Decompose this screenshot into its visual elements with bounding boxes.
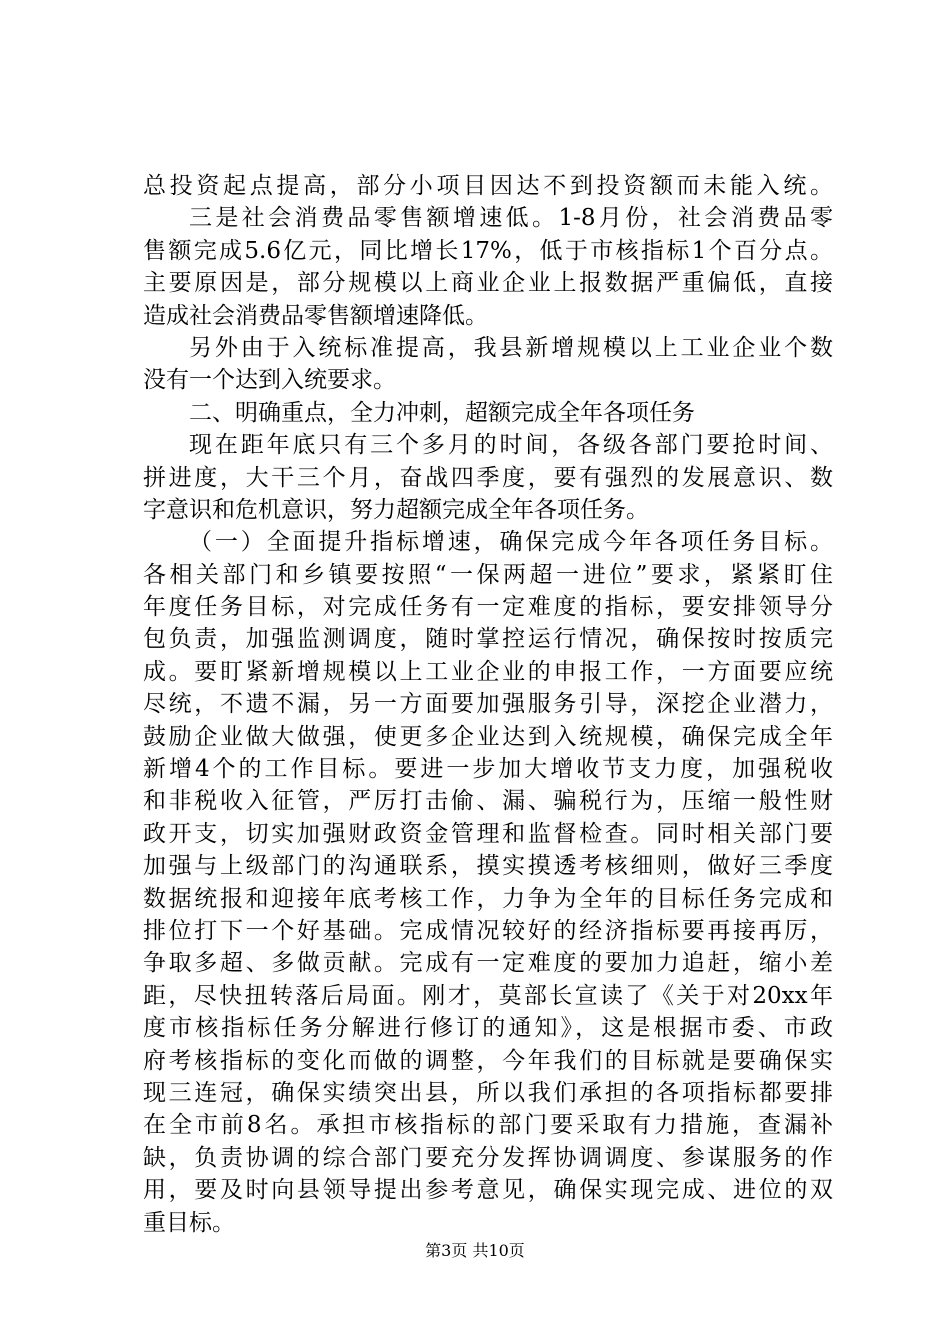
text-line: 府考核指标的变化而做的调整，今年我们的目标就是要确保实	[143, 1047, 833, 1074]
text-line: 现三连冠，确保实绩突出县，所以我们承担的各项指标都要排	[143, 1079, 833, 1106]
text-line: 拼进度，大干三个月，奋战四季度，要有强烈的发展意识、数	[143, 464, 833, 491]
text-line: 另外由于入统标准提高，我县新增规模以上工业企业个数	[189, 334, 833, 361]
text-line: 距，尽快扭转落后局面。刚才，莫部长宣读了《关于对20xx年	[143, 982, 833, 1009]
text-line: 各相关部门和乡镇要按照“一保两超一进位”要求，紧紧盯住	[143, 561, 833, 588]
text-line: 排位打下一个好基础。完成情况较好的经济指标要再接再厉，	[143, 917, 833, 944]
text-line: 字意识和危机意识，努力超额完成全年各项任务。	[143, 496, 649, 523]
text-line: 数据统报和迎接年底考核工作，力争为全年的目标任务完成和	[143, 885, 833, 912]
text-line: 重目标。	[143, 1209, 235, 1236]
text-line: 包负责，加强监测调度，随时掌控运行情况，确保按时按质完	[143, 626, 833, 653]
text-line: 和非税收入征管，严厉打击偷、漏、骗税行为，压缩一般性财	[143, 788, 833, 815]
text-line: 售额完成5.6亿元，同比增长17%，低于市核指标1个百分点。	[143, 237, 833, 264]
text-line: 在全市前8名。承担市核指标的部门要采取有力措施，查漏补	[143, 1112, 833, 1139]
text-line: 尽统，不遗不漏，另一方面要加强服务引导，深挖企业潜力，	[143, 691, 833, 718]
text-line: 加强与上级部门的沟通联系，摸实摸透考核细则，做好三季度	[143, 853, 833, 880]
text-line: 度市核指标任务分解进行修订的通知》，这是根据市委、市政	[143, 1015, 833, 1042]
text-line: 现在距年底只有三个多月的时间，各级各部门要抢时间、	[189, 432, 833, 459]
text-line: 总投资起点提高，部分小项目因达不到投资额而未能入统。	[143, 173, 833, 199]
text-line: 三是社会消费品零售额增速低。1-8月份，社会消费品零	[189, 205, 833, 232]
text-line: 用，要及时向县领导提出参考意见，确保实现完成、进位的双	[143, 1177, 833, 1204]
text-line: 年度任务目标，对完成任务有一定难度的指标，要安排领导分	[143, 594, 833, 621]
text-line: 主要原因是，部分规模以上商业企业上报数据严重偏低，直接	[143, 270, 833, 297]
subsection-heading: （一）全面提升指标增速，确保完成今年各项任务目标。	[189, 529, 833, 556]
body-text	[143, 170, 833, 1239]
text-line: 鼓励企业做大做强，使更多企业达到入统规模，确保完成全年	[143, 723, 833, 750]
text-line: 政开支，切实加强财政资金管理和监督检查。同时相关部门要	[143, 820, 833, 847]
text-line: 没有一个达到入统要求。	[143, 367, 396, 394]
text-line: 成。要盯紧新增规模以上工业企业的申报工作，一方面要应统	[143, 658, 833, 685]
text-line: 新增4个的工作目标。要进一步加大增收节支力度，加强税收	[143, 756, 833, 783]
text-line: 缺，负责协调的综合部门要充分发挥协调调度、参谋服务的作	[143, 1144, 833, 1171]
text-line: 造成社会消费品零售额增速降低。	[143, 302, 488, 329]
text-line: 争取多超、多做贡献。完成有一定难度的要加力追赶，缩小差	[143, 950, 833, 977]
section-heading: 二、明确重点，全力冲刺，超额完成全年各项任务	[189, 399, 695, 426]
page-footer: 第3页 共10页	[425, 1241, 525, 1260]
